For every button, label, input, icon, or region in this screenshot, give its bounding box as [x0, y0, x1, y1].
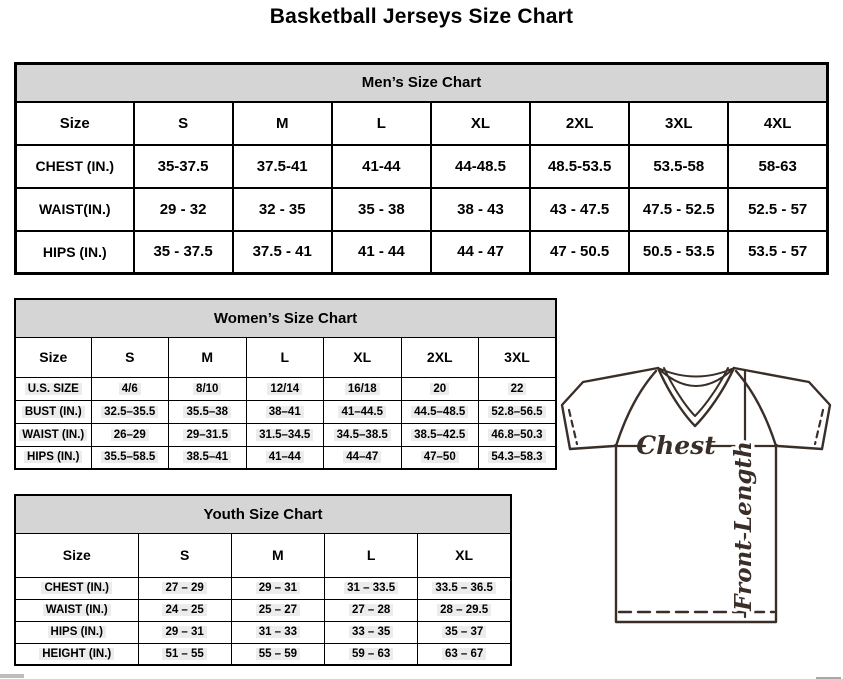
collar-back-arc-shallow: [658, 368, 734, 377]
right-cuff-dashed-seam: [815, 410, 823, 444]
cell-value: 35-37.5: [134, 145, 233, 188]
col-header: L: [325, 533, 418, 577]
collar-inner-v: [664, 368, 728, 416]
cell-value: 44 - 47: [431, 231, 530, 274]
cell-value: 32.5–35.5: [91, 400, 169, 423]
cell-value: 41-44: [332, 145, 431, 188]
cell-value: 29 - 32: [134, 188, 233, 231]
cell-value: 38 - 43: [431, 188, 530, 231]
youth-table-title: Youth Size Chart: [15, 495, 511, 533]
womens-size-table: [14, 298, 557, 470]
cell-value: 50.5 - 53.5: [629, 231, 728, 274]
cell-value: 58-63: [728, 145, 827, 188]
row-label: HIPS (IN.): [15, 446, 91, 469]
cell-value: 24 – 25: [138, 599, 231, 621]
cell-value: 34.5–38.5: [324, 423, 402, 446]
cell-value: 37.5 - 41: [233, 231, 332, 274]
cell-value: 41–44.5: [324, 400, 402, 423]
col-header: Size: [16, 102, 134, 145]
cell-value: 35 – 37: [418, 621, 511, 643]
youth-size-table: [14, 494, 512, 666]
cell-value: 47 - 50.5: [530, 231, 629, 274]
row-label: HEIGHT (IN.): [15, 643, 138, 665]
col-header: S: [91, 337, 169, 377]
cell-value: 54.3–58.3: [479, 446, 557, 469]
cell-value: 26–29: [91, 423, 169, 446]
cell-value: 31.5–34.5: [246, 423, 324, 446]
col-header: XL: [431, 102, 530, 145]
row-label: BUST (IN.): [15, 400, 91, 423]
cell-value: 63 – 67: [418, 643, 511, 665]
cell-value: 27 – 28: [325, 599, 418, 621]
cell-value: 44–47: [324, 446, 402, 469]
cell-value: 33 – 35: [325, 621, 418, 643]
cell-value: 8/10: [169, 377, 247, 400]
row-label: WAIST(IN.): [16, 188, 134, 231]
cell-value: 33.5 – 36.5: [418, 577, 511, 599]
cell-value: 47–50: [401, 446, 479, 469]
row-label: WAIST (IN.): [15, 423, 91, 446]
cell-value: 38–41: [246, 400, 324, 423]
col-header: 2XL: [530, 102, 629, 145]
cell-value: 41 - 44: [332, 231, 431, 274]
cell-value: 31 – 33: [231, 621, 324, 643]
cell-value: 44-48.5: [431, 145, 530, 188]
cell-value: 53.5-58: [629, 145, 728, 188]
cell-value: 41–44: [246, 446, 324, 469]
col-header: Size: [15, 337, 91, 377]
col-header: L: [246, 337, 324, 377]
cell-value: 35.5–38: [169, 400, 247, 423]
row-label: CHEST (IN.): [15, 577, 138, 599]
col-header: 2XL: [401, 337, 479, 377]
cell-value: 29 – 31: [231, 577, 324, 599]
col-header: S: [138, 533, 231, 577]
row-label: CHEST (IN.): [16, 145, 134, 188]
mens-table-title: Men’s Size Chart: [16, 64, 828, 102]
cell-value: 29 – 31: [138, 621, 231, 643]
cell-value: 38.5–42.5: [401, 423, 479, 446]
col-header: Size: [15, 533, 138, 577]
row-label: WAIST (IN.): [15, 599, 138, 621]
mens-size-table: [14, 62, 829, 275]
cell-value: 20: [401, 377, 479, 400]
col-header: 4XL: [728, 102, 827, 145]
cell-value: 51 – 55: [138, 643, 231, 665]
cell-value: 43 - 47.5: [530, 188, 629, 231]
cell-value: 48.5-53.5: [530, 145, 629, 188]
row-label: U.S. SIZE: [15, 377, 91, 400]
cell-value: 46.8–50.3: [479, 423, 557, 446]
col-header: 3XL: [629, 102, 728, 145]
jersey-outline: [562, 368, 830, 622]
cell-value: 32 - 35: [233, 188, 332, 231]
left-cuff-dashed-seam: [569, 410, 577, 444]
cell-value: 55 – 59: [231, 643, 324, 665]
col-header: XL: [324, 337, 402, 377]
cell-value: 35.5–58.5: [91, 446, 169, 469]
cell-value: 16/18: [324, 377, 402, 400]
cell-value: 4/6: [91, 377, 169, 400]
page-title: Basketball Jerseys Size Chart: [269, 5, 574, 28]
col-header: M: [233, 102, 332, 145]
col-header: XL: [418, 533, 511, 577]
cell-value: 52.5 - 57: [728, 188, 827, 231]
cell-value: 44.5–48.5: [401, 400, 479, 423]
cell-value: 31 – 33.5: [325, 577, 418, 599]
col-header: M: [231, 533, 324, 577]
womens-table-title: Women’s Size Chart: [15, 299, 556, 337]
cell-value: 25 – 27: [231, 599, 324, 621]
col-header: 3XL: [479, 337, 557, 377]
cell-value: 53.5 - 57: [728, 231, 827, 274]
jersey-measurement-diagram: [553, 358, 843, 679]
cell-value: 12/14: [246, 377, 324, 400]
cell-value: 35 - 37.5: [134, 231, 233, 274]
cell-value: 28 – 29.5: [418, 599, 511, 621]
front-length-label: Front Length: [730, 441, 757, 611]
cell-value: 38.5–41: [169, 446, 247, 469]
row-label: HIPS (IN.): [15, 621, 138, 643]
right-armhole-seam: [736, 371, 776, 446]
cell-value: 27 – 29: [138, 577, 231, 599]
cell-value: 22: [479, 377, 557, 400]
col-header: L: [332, 102, 431, 145]
scrollbar-fragment-left[interactable]: [0, 674, 24, 678]
cell-value: 59 – 63: [325, 643, 418, 665]
cell-value: 47.5 - 52.5: [629, 188, 728, 231]
chest-label: Chest: [636, 431, 716, 460]
col-header: M: [169, 337, 247, 377]
row-label: HIPS (IN.): [16, 231, 134, 274]
cell-value: 35 - 38: [332, 188, 431, 231]
cell-value: 52.8–56.5: [479, 400, 557, 423]
cell-value: 37.5-41: [233, 145, 332, 188]
cell-value: 29–31.5: [169, 423, 247, 446]
col-header: S: [134, 102, 233, 145]
